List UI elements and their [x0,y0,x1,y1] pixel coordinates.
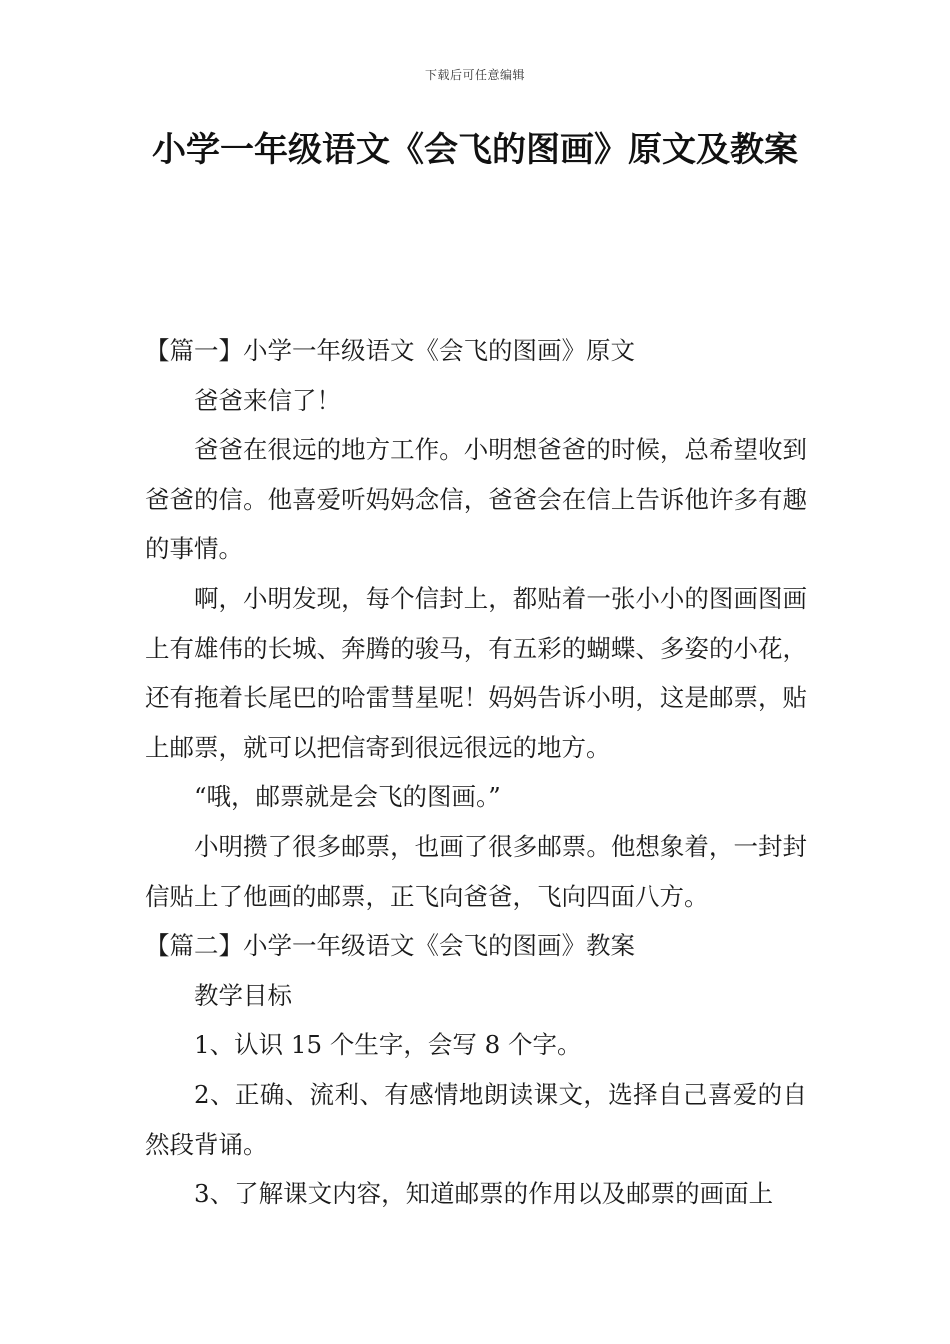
paragraph: 爸爸来信了！ [194,385,341,415]
paragraph: 啊，小明发现，每个信封上，都贴着一张小小的图画图画上有雄伟的长城、奔腾的骏马，有五彩的蝴蝶、多姿的小花，还有拖着长尾巴的哈雷彗星呢！妈妈告诉小明，这是邮票，贴上邮票，就可以把信寄到很远很远的地方。 [145,583,807,762]
paragraph: 3、了解课文内容，知道邮票的作用以及邮票的画面上 [194,1179,774,1209]
section-heading: 【篇二】小学一年级语文《会飞的图画》教案 [145,931,635,961]
paragraph: 1、认识 15 个生字，会写 8 个字。 [194,1030,582,1060]
paragraph: “哦，邮票就是会飞的图画。” [194,782,501,812]
document-title: 小学一年级语文《会飞的图画》原文及教案 [152,130,798,170]
paragraph: 爸爸在很远的地方工作。小明想爸爸的时候，总希望收到爸爸的信。他喜爱听妈妈念信，爸爸会在信上告诉他许多有趣的事情。 [145,435,807,564]
document-body [145,326,807,1219]
paragraph: 2、正确、流利、有感情地朗读课文，选择自己喜爱的自然段背诵。 [145,1079,807,1159]
paragraph: 教学目标 [194,980,292,1010]
paragraph: 小明攒了很多邮票，也画了很多邮票。他想象着，一封封信贴上了他画的邮票，正飞向爸爸，飞向四面八方。 [145,831,807,911]
section-heading: 【篇一】小学一年级语文《会飞的图画》原文 [145,336,635,365]
page-header-note: 下载后可任意编辑 [424,68,525,82]
